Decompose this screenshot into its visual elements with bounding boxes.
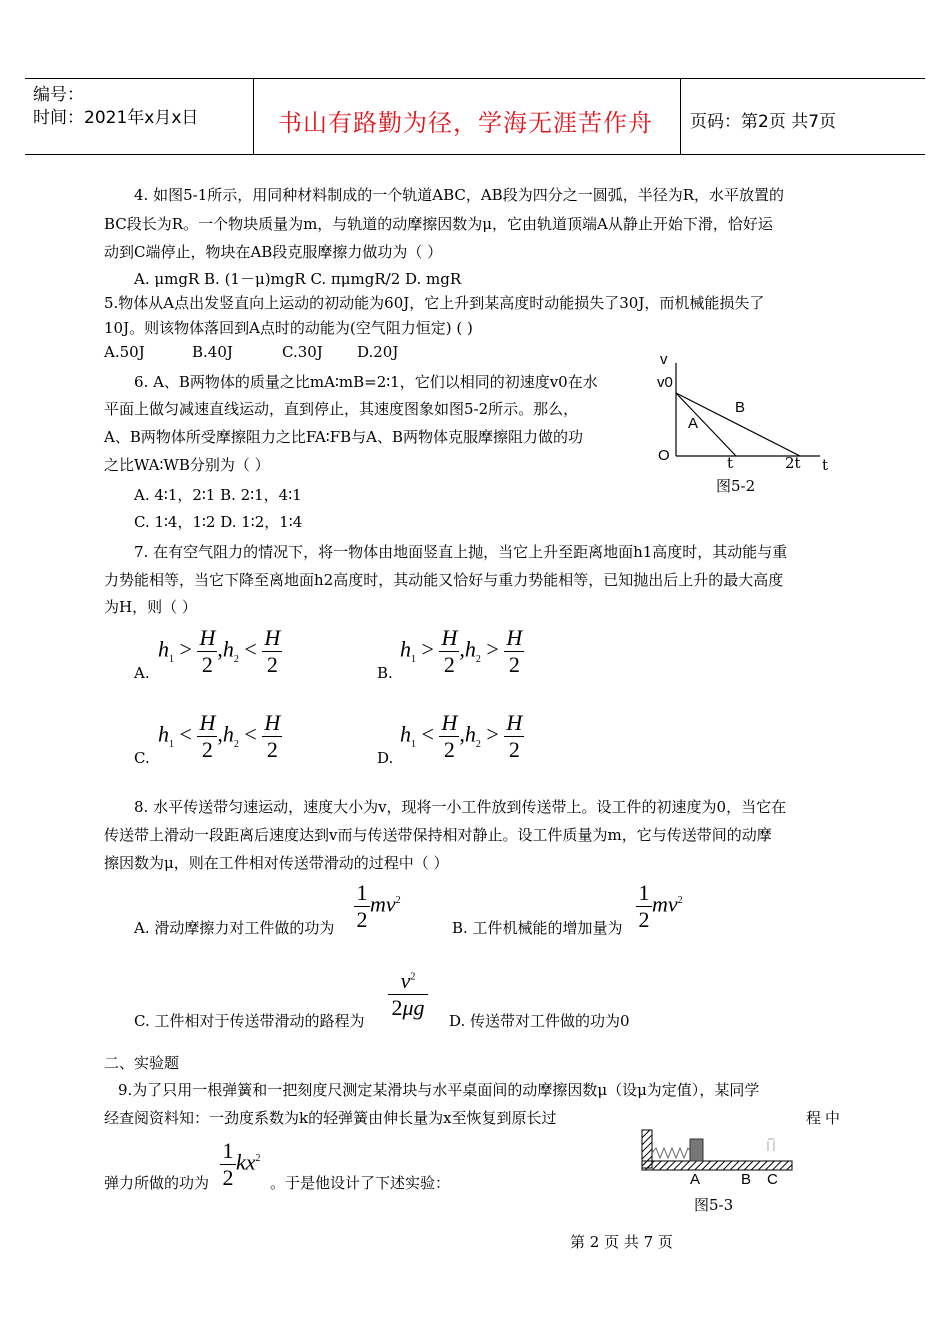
q7-formula-a: $h_1 > \frac{H}{2},h_2 < \frac{H}{2}$ <box>158 625 282 678</box>
q9-line3-end: 。于是他设计了下述实验： <box>270 1174 451 1192</box>
q7-formula-c: $h_1 < \frac{H}{2},h_2 < \frac{H}{2}$ <box>158 710 282 763</box>
q8-formula-c: $v^2$ 2μg <box>388 968 428 1021</box>
q7-line3: 为H，则（ ） <box>104 598 197 616</box>
q7-formula-b: $h_1 > \frac{H}{2},h_2 > \frac{H}{2}$ <box>400 625 524 678</box>
q8-line2: 传送带上滑动一段距离后速度达到v而与传送带保持相对静止。设工件质量为m，它与传送带间的动摩 <box>104 826 772 844</box>
q9-line2-end: 程中 <box>806 1109 845 1127</box>
fig52-2t-label: 2t <box>785 454 801 472</box>
header-divider-right <box>680 78 681 155</box>
q7-label-b: B. <box>377 664 393 682</box>
q8-option-b: B. 工件机械能的增加量为 <box>452 919 623 937</box>
q8-formula-b: 1 $2mv^2$ <box>636 880 683 933</box>
q8-option-a: A. 滑动摩擦力对工件做的功为 <box>134 919 335 937</box>
header-bottom-rule <box>25 154 925 155</box>
q5-line2: 10J。则该物体落回到A点时的动能为(空气阻力恒定) ( ) <box>104 319 473 337</box>
q7-label-a: A. <box>134 664 150 682</box>
q7-line2: 力势能相等，当它下降至离地面h2高度时，其动能又恰好与重力势能相等，已知抛出后上升的最大高度 <box>104 571 784 589</box>
q7-label-d: D. <box>377 749 394 767</box>
q4-line3: 动到C端停止，物块在AB段克服摩擦力做功为（ ） <box>104 243 443 261</box>
q7-formula-d: $h_1 < \frac{H}{2},h_2 > \frac{H}{2}$ <box>400 710 524 763</box>
q6-options-2: C. 1∶4，1∶2 D. 1∶2，1∶4 <box>134 513 303 531</box>
time-label: 时间：2021年x月x日 <box>33 108 199 128</box>
fig52-v0-label: v0 <box>657 374 673 391</box>
block-final-position <box>768 1139 774 1151</box>
fig52-a-label: A <box>688 415 699 432</box>
table-surface <box>642 1161 792 1170</box>
q4-line2: BC段长为R。一个物块质量为m，与轨道的动摩擦因数为μ，它由轨道顶端A从静止开始下滑，恰好运 <box>104 215 773 233</box>
q5-option-a: A.50J <box>104 343 145 361</box>
fig52-b-label: B <box>735 399 746 416</box>
q6-options-1: A. 4∶1，2∶1 B. 2∶1，4∶1 <box>134 486 302 504</box>
fig53-b-label: B <box>741 1171 752 1188</box>
fig52-t-axis-label: t <box>822 456 829 474</box>
motto: 书山有路勤为径，学海无涯苦作舟 <box>278 109 653 137</box>
page-info: 页码：第2页 共7页 <box>690 112 837 132</box>
q8-line1: 8. 水平传送带匀速运动，速度大小为v，现将一小工件放到传送带上。设工件的初速度为0，当它在 <box>134 798 787 816</box>
q8-formula-a: 1 $2mv^2$ <box>354 880 401 933</box>
fig52-caption: 图5-2 <box>716 477 756 495</box>
spring <box>652 1148 692 1158</box>
figure-5-2 <box>650 348 845 498</box>
header-top-rule <box>25 78 925 79</box>
fig53-caption: 图5-3 <box>694 1196 734 1214</box>
q9-line1: 9.为了只用一根弹簧和一把刻度尺测定某滑块与水平桌面间的动摩擦因数μ（设μ为定值），某同学 <box>118 1081 760 1099</box>
fig53-c-label: C <box>767 1171 778 1188</box>
line-a <box>676 393 736 456</box>
q7-label-c: C. <box>134 749 150 767</box>
fig52-origin-label: O <box>658 447 670 464</box>
q5-line1: 5.物体从A点出发竖直向上运动的初动能为60J，它上升到某高度时动能损失了30J，而机械能损失了 <box>104 294 765 312</box>
q8-option-c: C. 工件相对于传送带滑动的路程为 <box>134 1012 365 1030</box>
q5-option-d: D.20J <box>357 343 399 361</box>
serial-label: 编号： <box>33 85 84 105</box>
q6-line2: 平面上做匀减速直线运动，直到停止，其速度图象如图5-2所示。那么， <box>104 400 579 418</box>
q9-formula: 1 $2kx^2$ <box>220 1138 261 1191</box>
q7-line1: 7. 在有空气阻力的情况下，将一物体由地面竖直上抛，当它上升至距离地面h1高度时，其动能与重 <box>134 543 788 561</box>
fig52-v-label: v <box>660 351 668 368</box>
q6-line4: 之比WA∶WB分别为（ ） <box>104 456 270 474</box>
section-2-title: 二、实验题 <box>104 1054 180 1072</box>
header-divider-left <box>253 78 254 155</box>
q6-line3: A、B两物体所受摩擦阻力之比FA∶FB与A、B两物体克服摩擦阻力做的功 <box>104 428 583 446</box>
q4-options: A. μmgR B. (1－μ)mgR C. πμmgR/2 D. mgR <box>134 270 462 288</box>
q9-line3-start: 弹力所做的功为 <box>104 1174 210 1192</box>
q8-line3: 擦因数为μ，则在工件相对传送带滑动的过程中（ ） <box>104 854 449 872</box>
page-footer: 第 2 页 共 7 页 <box>570 1233 673 1251</box>
fig53-a-label: A <box>690 1171 701 1188</box>
q5-option-c: C.30J <box>282 343 323 361</box>
q8-option-d: D. 传送带对工件做的功为0 <box>449 1012 630 1030</box>
q5-option-b: B.40J <box>192 343 233 361</box>
q4-line1: 4. 如图5-1所示，用同种材料制成的一个轨道ABC，AB段为四分之一圆弧，半径为R，水平放置的 <box>134 186 784 204</box>
block <box>690 1139 703 1161</box>
q9-line2: 经查阅资料知：一劲度系数为k的轻弹簧由伸长量为x至恢复到原长过 <box>104 1109 557 1127</box>
q6-line1: 6. A、B两物体的质量之比mA∶mB=2∶1，它们以相同的初速度v0在水 <box>134 373 598 391</box>
fig52-t-label: t <box>727 454 734 472</box>
